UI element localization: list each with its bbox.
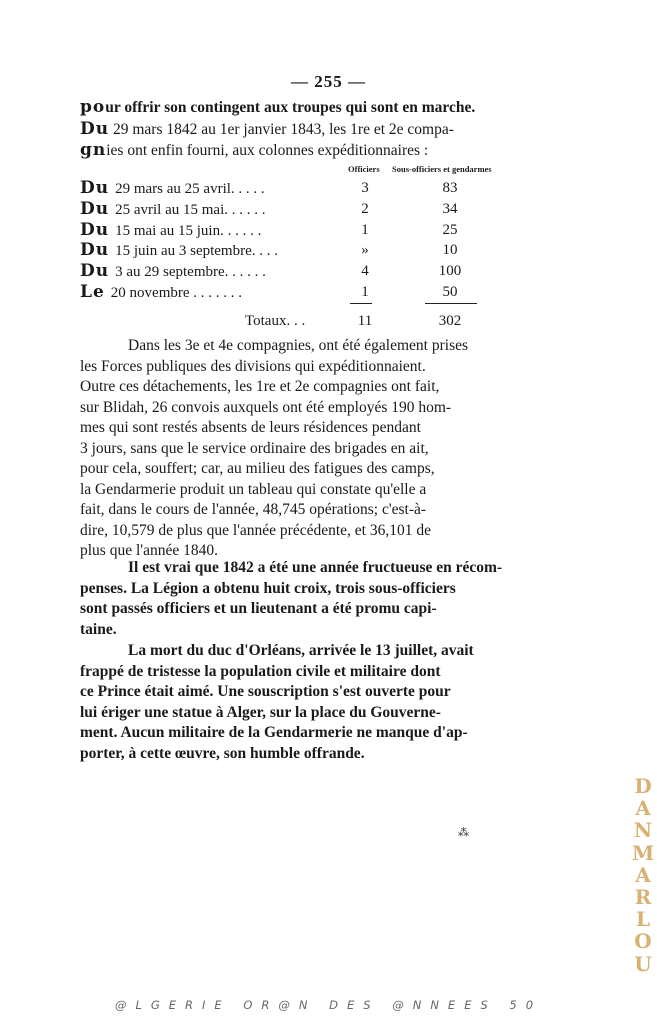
table-header	[80, 164, 505, 178]
page-footer: @LGERIE OR@N DES @NNEES 50	[114, 998, 543, 1012]
totals-rule-officiers	[350, 303, 372, 304]
ink-speck: ⁂	[458, 827, 469, 839]
sous-officiers-cell: 50	[442, 283, 458, 300]
officiers-cell: »	[361, 242, 369, 259]
totals-row	[80, 311, 505, 331]
intro-line-1: pour offrir son contingent aux troupes qui sont en marche.	[80, 97, 476, 117]
drop-cap: Du	[80, 118, 110, 139]
sous-officiers-cell: 100	[438, 263, 462, 280]
officiers-cell: 3	[361, 180, 369, 196]
watermark: DANMARLOU	[632, 774, 655, 976]
column-header-officiers: Officiers	[348, 164, 380, 174]
column-header-sous-officiers: Sous-officiers et gendarmes	[392, 164, 492, 174]
sous-officiers-cell: 10	[442, 242, 458, 259]
officiers-cell: 1	[361, 221, 369, 238]
totals-label: Totaux. . .	[245, 313, 306, 329]
officiers-cell: 1	[361, 283, 369, 300]
intro-block	[80, 97, 505, 162]
intro-line-2: Du 29 mars 1842 au 1er janvier 1843, les 1re et 2e compa-	[80, 118, 454, 139]
drop-cap: gn	[80, 140, 107, 160]
table-row: Du 15 mai au 15 juin. . . . . . 1 25	[80, 220, 505, 241]
table-row: Du 29 mars au 25 avril. . . . . 3 83	[80, 178, 505, 199]
officiers-cell: 2	[361, 200, 369, 217]
expedition-table	[80, 164, 505, 303]
paragraph-detachements: Dans les 3e et 4e compagnies, ont été également prises les Forces publiques des divisions qui expéditionnaient. Outre ces détachements, les 1re et 2e compagnies ont fait, sur Blidah, 26 convois auxquels ont été employés 190 hom- mes qui sont restés absents de leurs résidences pendant 3 jours, sans que le service ordinaire des brigades en ait, pour cela, souffert; car, au milieu des fatigues des camps, la Gendarmerie produit un tableau qui constate qu'elle a fait, dans le cours de l'année, 48,745 opérations; c'est-à- dire, 10,579 de plus que l'année précédente, et 36,101 de plus que l'année 1840.	[80, 337, 469, 559]
intro-line-3: gnies ont enfin fourni, aux colonnes expéditionnaires :	[80, 140, 429, 160]
paragraph-recompenses: Il est vrai que 1842 a été une année fructueuse en récom- penses. La Légion a obtenu huit croix, trois sous-officiers sont passés officiers et un lieutenant a été promu capi- taine.	[80, 559, 503, 638]
officiers-cell: 4	[361, 263, 369, 280]
sous-officiers-cell: 25	[442, 221, 458, 238]
paragraph-duc-orleans: La mort du duc d'Orléans, arrivée le 13 juillet, avait frappé de tristesse la population civile et militaire dont ce Prince était aimé. Une souscription s'est ouverte pour lui ériger une statue à Alger, sur la place du Gouverne- ment. Aucun militaire de la Gendarmerie ne manque d'ap- porter, à cette œuvre, son humble offrande.	[80, 642, 474, 762]
table-row: Du 25 avril au 15 mai. . . . . . 2 34	[80, 199, 505, 220]
totals-sous-officiers: 302	[438, 313, 462, 329]
sous-officiers-cell: 34	[442, 200, 458, 217]
totals-rule-sous	[425, 303, 477, 304]
drop-cap: po	[80, 97, 106, 117]
table-row: Du 3 au 29 septembre. . . . . . 4 100	[80, 261, 505, 282]
page-number: — 255 —	[291, 72, 366, 91]
totals-officiers: 11	[357, 313, 373, 329]
table-row: Le 20 novembre . . . . . . . 1 50	[80, 282, 505, 303]
sous-officiers-cell: 83	[442, 180, 458, 196]
table-row: Du 15 juin au 3 septembre. . . . » 10	[80, 240, 505, 261]
